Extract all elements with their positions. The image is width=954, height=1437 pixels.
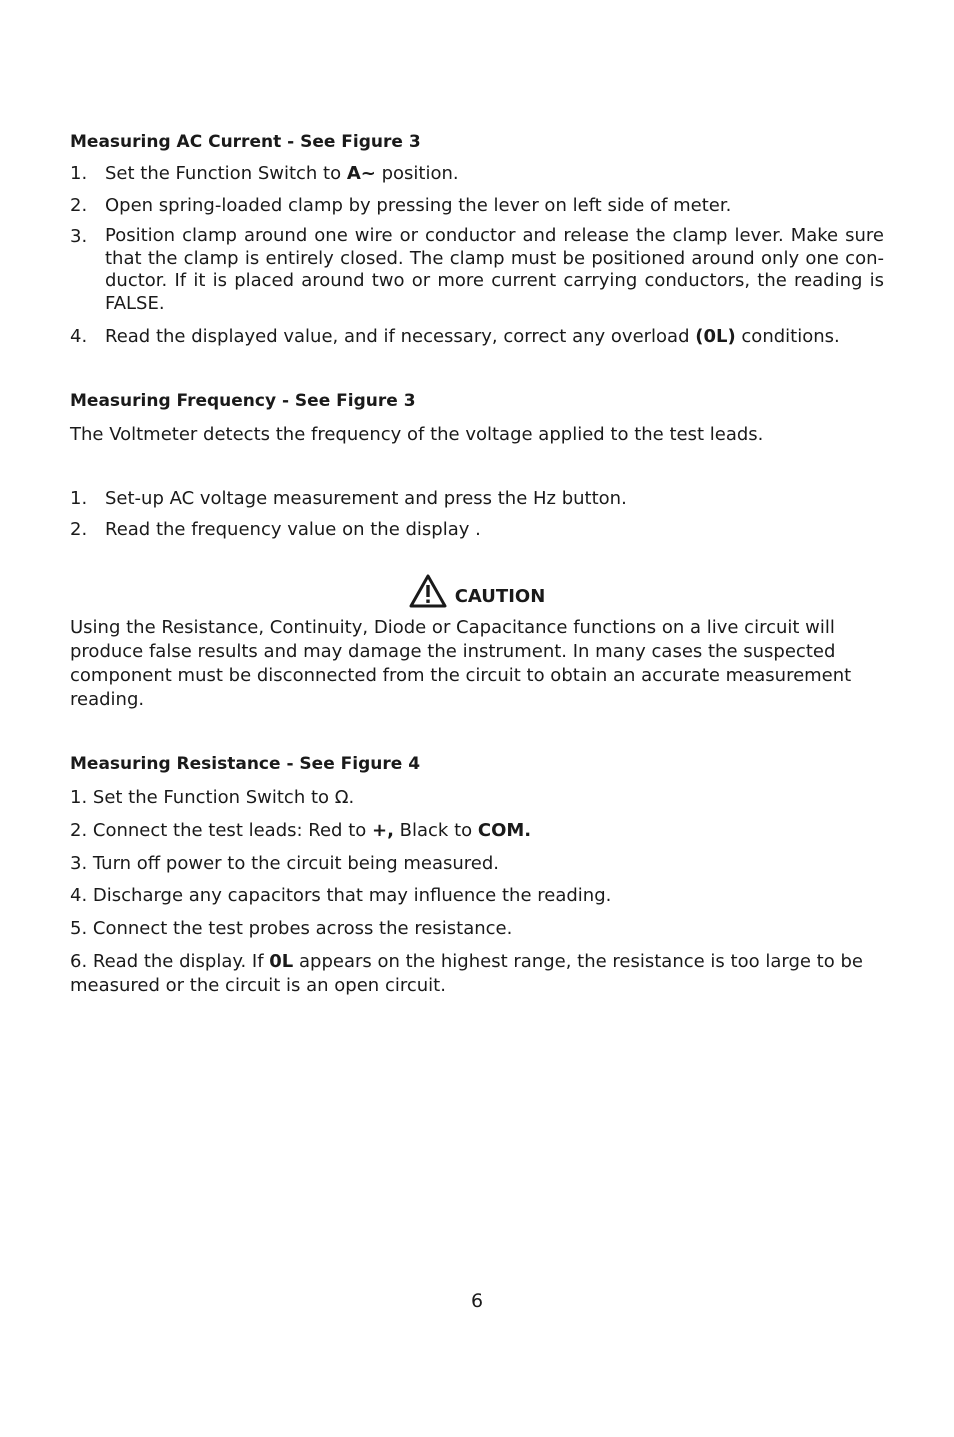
step-text-part: Black to xyxy=(393,820,478,841)
step-text-part: conditions. xyxy=(735,326,840,347)
res-step-5: 5. Connect the test probes across the resistance. xyxy=(70,918,513,939)
step-number: 1. xyxy=(70,163,88,184)
step-text-part: position. xyxy=(375,163,459,184)
step-text: Open spring-loaded clamp by pressing the lever on left side of meter. xyxy=(105,195,732,216)
caution-header xyxy=(70,572,884,608)
res-step-4: 4. Discharge any capacitors that may influence the reading. xyxy=(70,885,612,906)
page-number: 6 xyxy=(470,1290,484,1312)
res-step-6 xyxy=(70,950,884,998)
step-text-part: Read the displayed value, and if necessary, correct any overload xyxy=(105,326,696,347)
warning-triangle-icon xyxy=(409,574,447,608)
step-text xyxy=(105,162,884,185)
overload-code: (0L) xyxy=(695,326,736,347)
caution-label: CAUTION xyxy=(454,586,546,607)
caution-text: Using the Resistance, Continuity, Diode or Capacitance functions on a live circuit will produce false results and may damage the instrument. In many cases the suspected component must be disconnected from the circuit to obtain an accurate measurement reading. xyxy=(70,617,852,710)
res-step-3: 3. Turn off power to the circuit being measured. xyxy=(70,853,500,874)
overload-code: 0L xyxy=(269,951,294,972)
frequency-intro: The Voltmeter detects the frequency of the voltage applied to the test leads. xyxy=(70,424,764,445)
ac-symbol: A~ xyxy=(346,163,376,184)
step-number: 1. xyxy=(70,488,88,509)
step-number: 3. xyxy=(70,226,88,247)
step-text-part: 6. Read the display. If xyxy=(70,951,270,972)
step-text-part: Set the Function Switch to xyxy=(105,163,347,184)
step-text: Read the frequency value on the display . xyxy=(105,519,481,540)
step-text: Set-up AC voltage measurement and press the Hz button. xyxy=(105,488,627,509)
res-step-2 xyxy=(70,819,884,842)
step-number: 4. xyxy=(70,326,88,347)
step-text xyxy=(105,325,884,348)
red-terminal: +, xyxy=(372,820,394,841)
ac-current-heading: Measuring AC Current - See Figure 3 xyxy=(70,132,421,152)
step-text-part: appears on the highest range, the resistance is too large to be measured or the circuit is an open circuit. xyxy=(70,951,863,996)
frequency-heading: Measuring Frequency - See Figure 3 xyxy=(70,391,416,411)
step-number: 2. xyxy=(70,195,88,216)
step-number: 2. xyxy=(70,519,88,540)
com-terminal: COM. xyxy=(477,820,532,841)
step-text: Position clamp around one wire or conductor and release the clamp lever. Make sure that the clamp is entirely closed. The clamp must be positioned around only one con-ductor. If it is placed around two or more current carrying conductors, the reading is FALSE. xyxy=(105,225,884,314)
res-step-1: 1. Set the Function Switch to Ω. xyxy=(70,787,355,808)
step-text-part: 2. Connect the test leads: Red to xyxy=(70,820,373,841)
resistance-heading: Measuring Resistance - See Figure 4 xyxy=(70,754,421,774)
